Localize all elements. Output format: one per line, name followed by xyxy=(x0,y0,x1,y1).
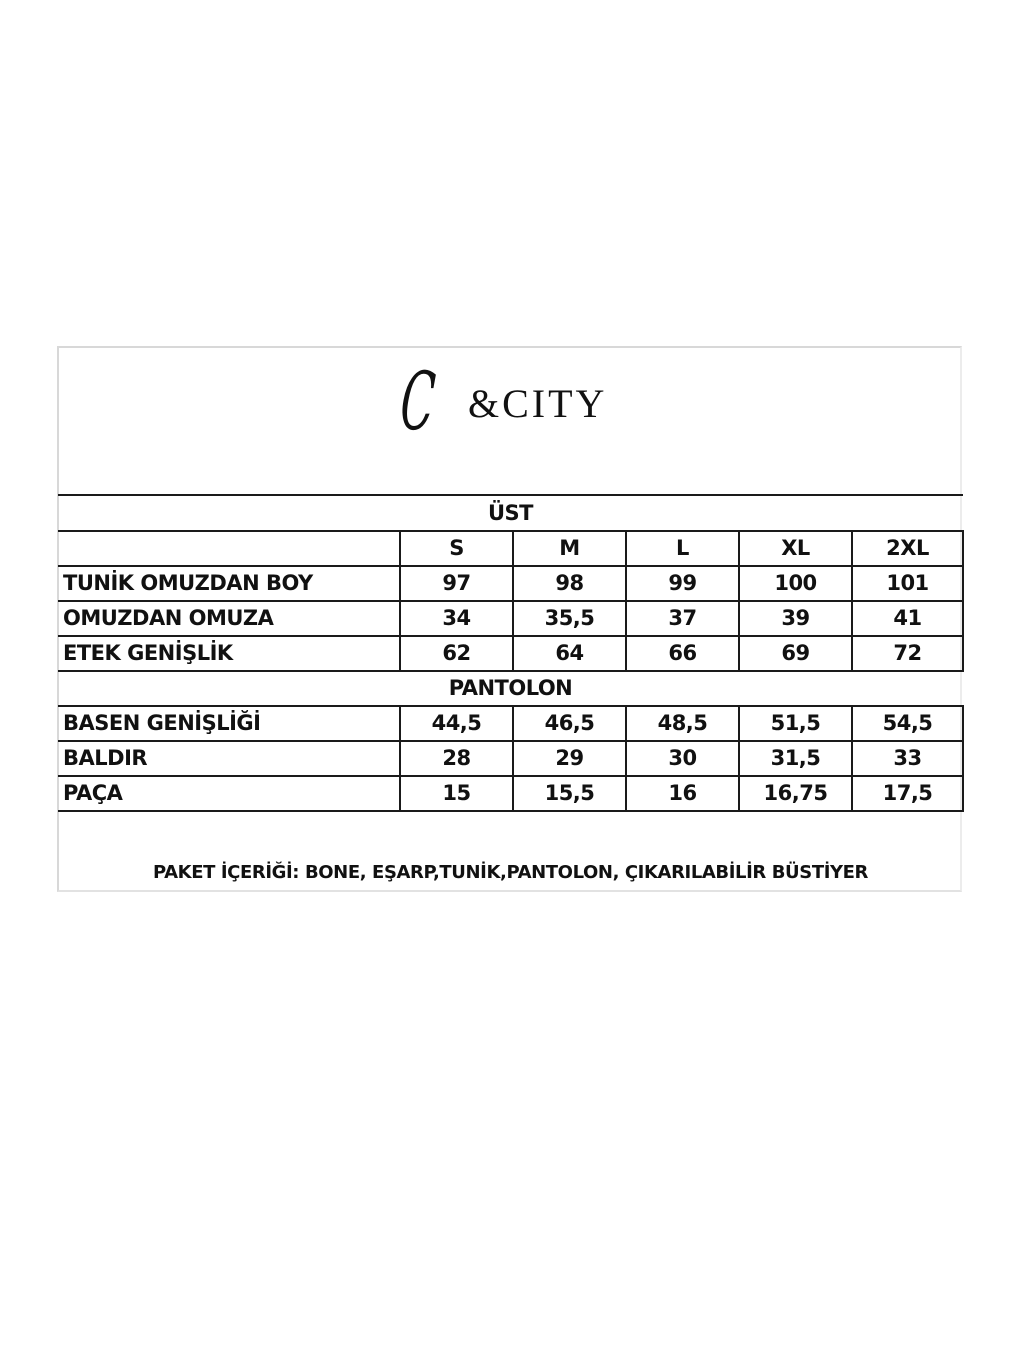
size-header: XL xyxy=(739,531,852,566)
measurement-value: 37 xyxy=(626,601,739,636)
section-header-pantolon xyxy=(58,671,963,706)
section-header-ust xyxy=(58,495,963,531)
measurement-label: PAÇA xyxy=(58,776,400,811)
measurement-value: 97 xyxy=(400,566,513,601)
measurement-value: 39 xyxy=(739,601,852,636)
brand-logo xyxy=(397,355,634,448)
measurement-value: 35,5 xyxy=(513,601,626,636)
measurement-value: 29 xyxy=(513,741,626,776)
size-header: S xyxy=(400,531,513,566)
table-row xyxy=(58,636,963,671)
size-header: L xyxy=(626,531,739,566)
measurement-value: 64 xyxy=(513,636,626,671)
measurement-value: 44,5 xyxy=(400,706,513,741)
measurement-label: ETEK GENİŞLİK xyxy=(58,636,400,671)
measurement-label: OMUZDAN OMUZA xyxy=(58,601,400,636)
measurement-value: 101 xyxy=(852,566,963,601)
measurement-value: 16 xyxy=(626,776,739,811)
measurement-label: TUNİK OMUZDAN BOY xyxy=(58,566,400,601)
measurement-label: BASEN GENİŞLİĞİ xyxy=(58,706,400,741)
package-contents-note: PAKET İÇERİĞİ: BONE, EŞARP,TUNİK,PANTOLON, ÇIKARILABİLİR BÜSTİYER xyxy=(153,862,868,883)
measurement-value: 17,5 xyxy=(852,776,963,811)
measurement-value: 72 xyxy=(852,636,963,671)
measurement-value: 69 xyxy=(739,636,852,671)
measurement-value: 34 xyxy=(400,601,513,636)
size-header-row xyxy=(58,531,963,566)
measurement-value: 66 xyxy=(626,636,739,671)
measurement-value: 48,5 xyxy=(626,706,739,741)
measurement-value: 33 xyxy=(852,741,963,776)
size-header: M xyxy=(513,531,626,566)
measurement-value: 41 xyxy=(852,601,963,636)
measurement-value: 15 xyxy=(400,776,513,811)
table-row xyxy=(58,706,963,741)
measurement-value: 51,5 xyxy=(739,706,852,741)
table-row xyxy=(58,601,963,636)
table-row xyxy=(58,741,963,776)
measurement-value: 46,5 xyxy=(513,706,626,741)
measurement-value: 28 xyxy=(400,741,513,776)
measurement-value: 16,75 xyxy=(739,776,852,811)
size-header: 2XL xyxy=(852,531,963,566)
measurement-value: 54,5 xyxy=(852,706,963,741)
measurement-value: 31,5 xyxy=(739,741,852,776)
section-title: PANTOLON xyxy=(58,671,963,706)
measurement-value: 62 xyxy=(400,636,513,671)
section-title: ÜST xyxy=(58,495,963,531)
logo-initial: C xyxy=(397,355,439,448)
table-row xyxy=(58,776,963,811)
measurement-value: 98 xyxy=(513,566,626,601)
logo-wordmark: &CITY xyxy=(468,381,608,426)
measurement-value: 99 xyxy=(626,566,739,601)
measurement-label: BALDIR xyxy=(58,741,400,776)
size-table xyxy=(58,494,964,812)
measurement-value: 100 xyxy=(739,566,852,601)
table-row xyxy=(58,566,963,601)
measurement-value: 30 xyxy=(626,741,739,776)
measurement-value: 15,5 xyxy=(513,776,626,811)
empty-header-cell xyxy=(58,531,400,566)
